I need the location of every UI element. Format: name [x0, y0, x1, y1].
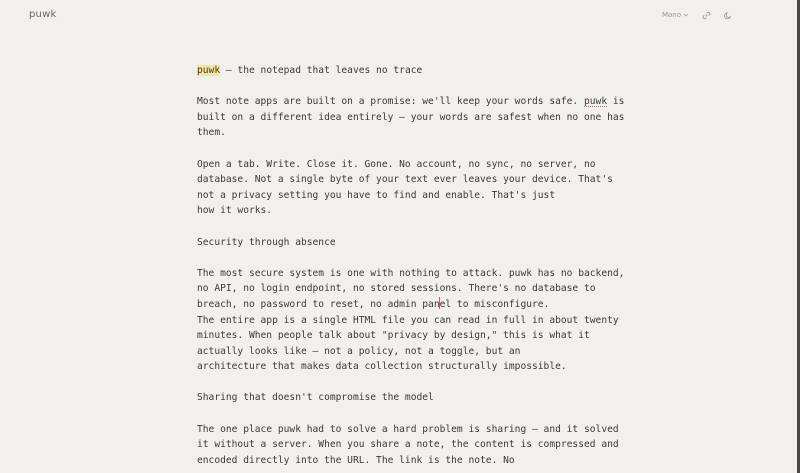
text-line: not a privacy setting you have to find and enable. That's just — [197, 189, 556, 201]
text-line: actually looks like — not a policy, not a toggle, but an — [197, 345, 521, 357]
moon-icon — [724, 11, 733, 20]
toolbar — [660, 8, 735, 22]
text-line: The entire app is a single HTML file you can read in full in about twenty — [197, 314, 619, 326]
text-line: The one place puwk had to solve a hard problem is sharing — and it solved — [197, 423, 619, 435]
spellcheck-word: puwk — [584, 96, 608, 108]
chevron-down-icon — [683, 12, 689, 18]
text-line: it without a server. When you share a note, the content is compressed and — [197, 439, 619, 451]
text-line: database. Not a single byte of your text ever leaves your device. That's — [197, 174, 613, 186]
text-line: breach, no password to reset, no admin panel to misconfigure. — [197, 298, 550, 310]
text-line: Open a tab. Write. Close it. Gone. No account, no sync, no server, no — [197, 158, 596, 170]
font-select[interactable] — [660, 9, 691, 21]
share-link-button[interactable] — [699, 8, 713, 22]
theme-toggle-button[interactable] — [721, 8, 735, 22]
section-heading: Security through absence — [197, 236, 336, 248]
text-line: Most note apps are built on a promise: we'll keep your words safe. puwk is — [197, 96, 625, 108]
top-bar — [0, 0, 797, 30]
link-icon — [702, 11, 711, 20]
note-editor[interactable] — [197, 63, 625, 468]
text-line: built on a different idea entirely — your words are safest when no one has — [197, 111, 625, 123]
text-line: them. — [197, 127, 226, 139]
text-line: The most secure system is one with nothing to attack. puwk has no backend, — [197, 267, 625, 279]
text-line: how it works. — [197, 205, 273, 217]
title-highlight: puwk — [197, 65, 221, 76]
note-title: puwk — the notepad that leaves no trace — [197, 65, 423, 76]
section-heading: Sharing that doesn't compromise the model — [197, 392, 434, 404]
text-line: no API, no login endpoint, no stored sessions. There's no database to — [197, 283, 596, 295]
text-line: minutes. When people talk about "privacy by design," this is what it — [197, 330, 590, 342]
text-line: architecture that makes data collection structurally impossible. — [197, 361, 567, 373]
app-logo: puwk — [29, 9, 57, 20]
font-select-label: Mono — [661, 11, 681, 19]
text-line: encoded directly into the URL. The link is the note. No — [197, 454, 515, 466]
